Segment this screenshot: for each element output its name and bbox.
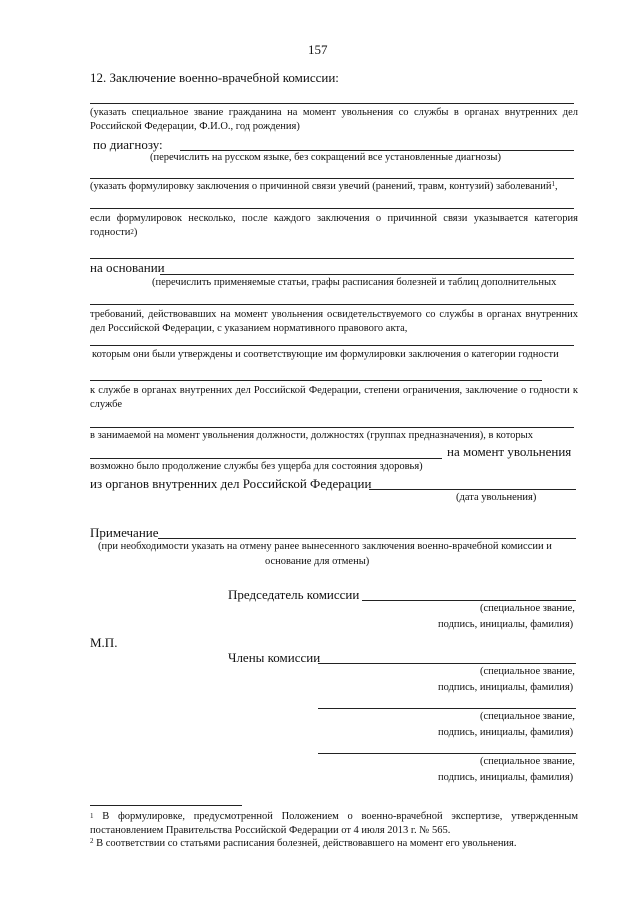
hint-basis-4: к службе в органах внутренних дел Российской Федерации, степени ограничения, заключение о годности к службе — [90, 385, 578, 410]
member-3-sig-2: подпись, инициалы, фамилия) — [438, 772, 574, 783]
member-2-sig-1: (специальное звание, — [480, 711, 575, 722]
hint-possible: возможно было продолжение службы без ущерба для состояния здоровья) — [90, 461, 423, 472]
note-label: Примечание — [90, 525, 159, 540]
conclusion-line — [90, 178, 574, 179]
hint-conclusion: (указать формулировку заключения о причинной связи увечий (ранений, травм, контузий) заболеваний$^1$, — [90, 180, 558, 192]
seal-label: М.П. — [90, 635, 118, 650]
hint-note-2: основание для отмены) — [265, 556, 370, 567]
note-line — [158, 538, 576, 539]
member-3-sign-line — [318, 753, 576, 754]
footnote-1: $^1$ В формулировке, предусмотренной Положением о военно-врачебной экспертизе, утвержденным постановлением Правительства Российской Федерации от 4 июля 2013 г. № 565. — [90, 811, 578, 836]
chairman-label: Председатель комиссии — [228, 587, 360, 602]
chairman-sign-line — [362, 600, 576, 601]
basis-line-3 — [90, 345, 574, 346]
multiple-line — [90, 208, 574, 209]
diagnosis-label: по диагнозу: — [93, 137, 163, 152]
member-2-sign-line — [318, 708, 576, 709]
hint-date: (дата увольнения) — [456, 492, 537, 503]
hint-diagnosis: (перечислить на русском языке, без сокращений все установленные диагнозы) — [150, 152, 501, 163]
member-1-sig-1: (специальное звание, — [480, 666, 575, 677]
moment-line — [90, 458, 442, 459]
member-1-sig-2: подпись, инициалы, фамилия) — [438, 682, 574, 693]
member-2-sig-2: подпись, инициалы, фамилия) — [438, 727, 574, 738]
hint-note-1: (при необходимости указать на отмену ранее вынесенного заключения военно-врачебной комиссии и — [98, 541, 552, 552]
blank-line-1 — [90, 258, 574, 259]
hint-basis-2: требований, действовавших на момент увольнения освидетельствуемого со службы в органах внутренних дел Российской Федерации, с указанием нормативного правового акта, — [90, 309, 578, 334]
footnote-ref-1: 1 — [551, 180, 555, 188]
dismissal-moment: на момент увольнения — [447, 444, 572, 459]
hint-basis-5: в занимаемой на момент увольнения должности, должностях (группах предназначения), в которых — [90, 430, 533, 441]
basis-line-4 — [90, 380, 542, 381]
basis-line-5 — [90, 427, 574, 428]
diagnosis-line — [180, 150, 574, 151]
from-organs: из органов внутренних дел Российской Федерации — [90, 476, 372, 491]
rank-line — [90, 103, 574, 104]
chairman-sig-1: (специальное звание, — [480, 603, 575, 614]
basis-line-2 — [90, 304, 574, 305]
basis-line — [160, 274, 574, 275]
footnote-2: $^2$ В соответствии со статьями расписания болезней, действовавшего на момент его увольнения. — [90, 837, 517, 849]
basis-label: на основании — [90, 260, 165, 275]
hint-multiple: если формулировок несколько, после каждого заключения о причинной связи указывается категория годности$^2$) — [90, 213, 578, 238]
footnote-ref-2: 2 — [130, 228, 134, 236]
hint-basis-3: которым они были утверждены и соответствующие им формулировки заключения о категории годности — [92, 349, 559, 360]
hint-basis-1: (перечислить применяемые статьи, графы расписания болезней и таблиц дополнительных — [152, 277, 557, 288]
member-1-sign-line — [318, 663, 576, 664]
page-number: 157 — [308, 42, 328, 57]
section-heading: 12. Заключение военно-врачебной комиссии: — [90, 70, 339, 85]
chairman-sig-2: подпись, инициалы, фамилия) — [438, 619, 574, 630]
members-label: Члены комиссии — [228, 650, 321, 665]
hint-rank: (указать специальное звание гражданина на момент увольнения со службы в органах внутренних дел Российской Федерации, Ф.И.О., год рождения) — [90, 107, 578, 132]
member-3-sig-1: (специальное звание, — [480, 756, 575, 767]
date-line — [369, 489, 576, 490]
footnote-separator — [90, 805, 242, 806]
